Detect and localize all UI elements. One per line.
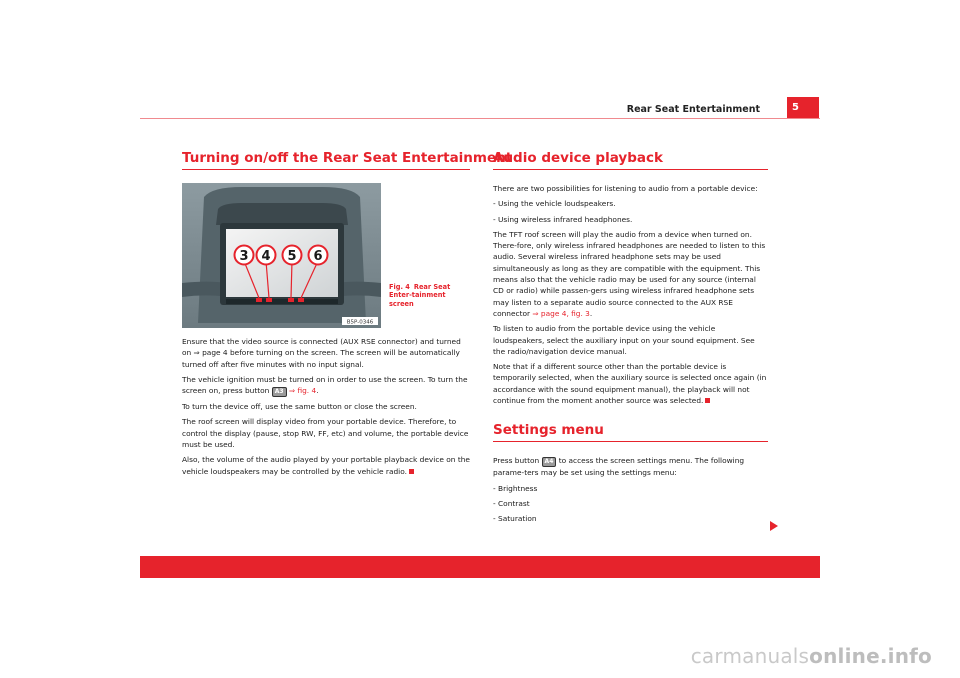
section-heading-turning-on-off: Turning on/off the Rear Seat Entertainment (182, 150, 470, 170)
left-column (182, 150, 513, 481)
figure-code: B5P-0346 (346, 319, 374, 326)
watermark-prefix: carmanuals (690, 644, 810, 668)
paragraph-headphones: - Using wireless infrared headphones. (493, 214, 633, 224)
settings-item-saturation: - Saturation (493, 514, 537, 524)
watermark (691, 644, 932, 668)
section-end-icon (705, 398, 710, 403)
paragraph-ignition (182, 374, 470, 397)
button-a3-icon: A3 (272, 387, 287, 397)
paragraph-source-note-text: Note that if a different source other than the portable device is temporarily selected, when the auxiliary source is selected once again (in accordance with the sound equipment manual), the playback will not continue from the moment another source was selected. (493, 362, 767, 406)
footer-band (140, 556, 820, 578)
page-number: 5 (787, 97, 819, 118)
paragraph-roof-screen: The roof screen will display video from your portable device. Therefore, to control the display (pause, stop RW, FF, etc) and volume, the portable device must be used. (182, 417, 469, 450)
paragraph-settings-text-end: to access the screen settings menu. The following parame-ters may be set using the settings menu: (493, 456, 745, 478)
paragraph-ignition-text: The vehicle ignition must be turned on in order to use the screen. To turn the screen on, press button (182, 374, 468, 396)
section-end-icon (409, 469, 414, 474)
paragraph-listen-loudspeakers: To listen to audio from the portable device using the vehicle loudspeakers, select the auxiliary input on your sound equipment. See the radio/navigation device manual. (493, 324, 755, 356)
callout-4: 4 (261, 249, 271, 264)
paragraph-volume (182, 454, 470, 477)
watermark-suffix: online.info (809, 644, 932, 668)
paragraph-source-note (493, 361, 768, 406)
section-heading-audio-playback: Audio device playback (493, 150, 768, 170)
settings-item-contrast: - Contrast (493, 498, 530, 508)
callout-6: 6 (313, 249, 323, 264)
paragraph-tft-screen-text: The TFT roof screen will play the audio from a device when turned on. There-fore, only wireless infrared headphones are needed to listen to this audio. Several wireless infrared headphone sets may be used simultaneously as long as they are compatible with the equipment. This means also that the vehicle radio may be used for any source (internal CD or radio) while passen-gers using wireless infrared headphone sets may listen to a separate audio source connected to the AUX RSE connector (493, 229, 766, 318)
section-heading-settings-menu: Settings menu (493, 422, 768, 442)
button-a4-icon: A4 (542, 457, 557, 467)
continue-arrow-icon (770, 521, 778, 531)
paragraph-ignition-end: . (316, 386, 319, 396)
paragraph-turn-off: To turn the device off, use the same button or close the screen. (182, 402, 417, 412)
paragraph-settings-text: Press button (493, 456, 540, 466)
figure-caption-text: Rear Seat Enter-tainment screen (389, 283, 451, 308)
figure-4-block (182, 183, 470, 328)
callout-5: 5 (287, 249, 297, 264)
paragraph-volume-text: Also, the volume of the audio played by your portable playback device on the vehicle loudspeakers may be controlled by the vehicle radio. (182, 455, 470, 476)
paragraph-audio-possibilities: There are two possibilities for listening to audio from a portable device: (493, 184, 758, 193)
fig-4-link[interactable]: ⇒ fig. 4 (288, 386, 317, 396)
paragraph-tft-screen (493, 229, 768, 319)
paragraph-loudspeakers: - Using the vehicle loudspeakers. (493, 199, 616, 209)
callout-3: 3 (239, 249, 249, 264)
figure-caption (389, 283, 469, 308)
header-divider (140, 118, 820, 119)
paragraph-video-source: Ensure that the video source is connected (AUX RSE connector) and turned on ⇒ page 4 before turning on the screen. The screen will be automatically turned off after five minutes with no input signal. (182, 337, 461, 369)
rear-seat-screen-figure (182, 183, 381, 328)
page-4-fig-3-link[interactable]: ⇒ page 4, fig. 3 (532, 308, 590, 318)
settings-item-brightness: - Brightness (493, 483, 538, 493)
rear-seat-screen-illustration (182, 183, 381, 328)
figure-caption-label: Fig. 4 (389, 283, 410, 291)
paragraph-settings-intro (493, 455, 768, 478)
running-header-title: Rear Seat Entertainment (626, 104, 760, 115)
right-column (493, 150, 768, 529)
paragraph-tft-screen-end: . (589, 308, 593, 318)
